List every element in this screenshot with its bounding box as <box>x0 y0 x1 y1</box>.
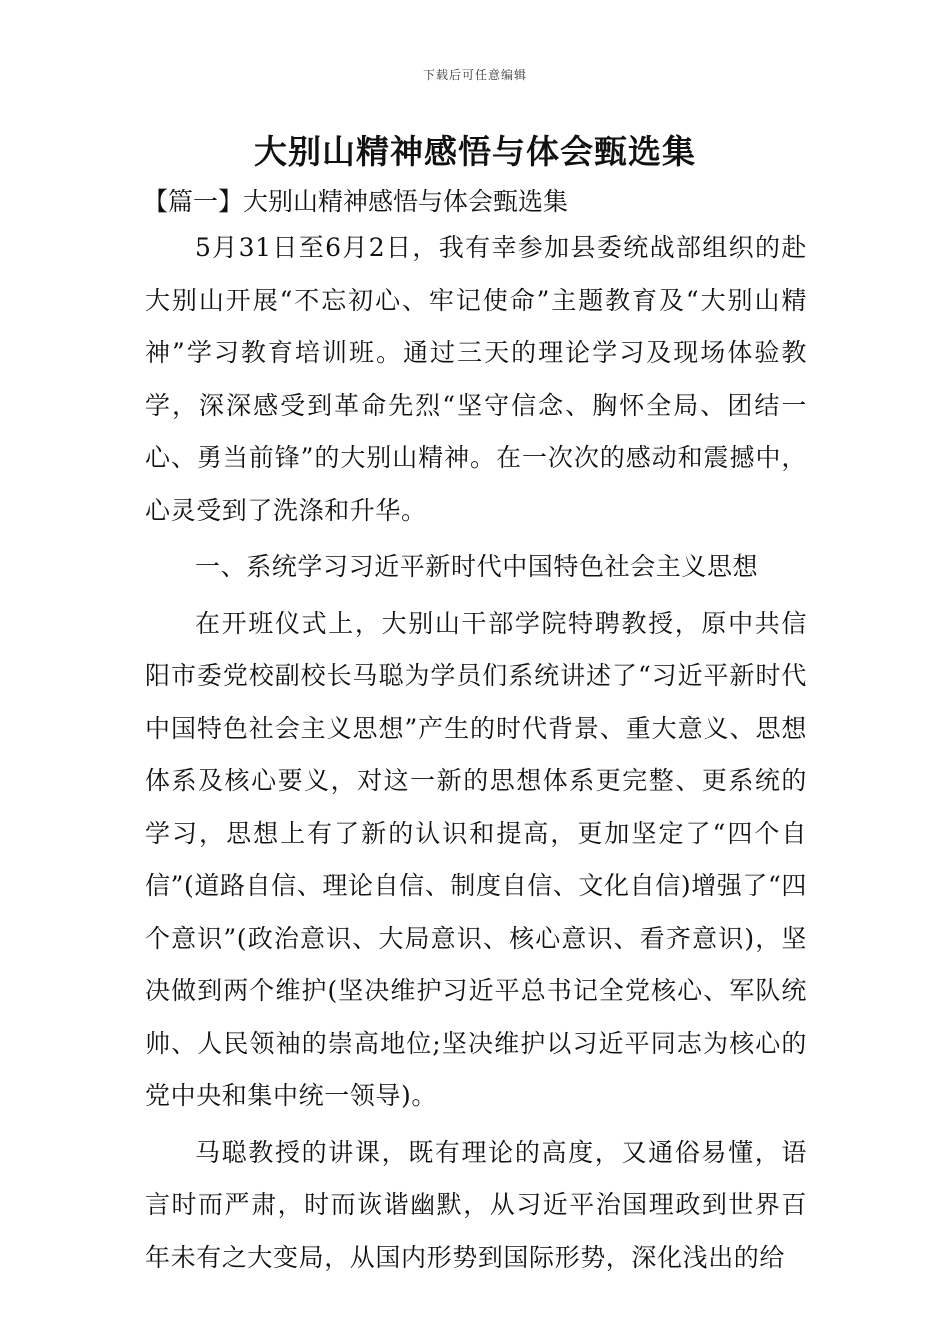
paragraph-intro: 5月31日至6月2日，我有幸参加县委统战部组织的赴大别山开展“不忘初心、牢记使命”主题教育及“大别山精神”学习教育培训班。通过三天的理论学习及现场体验教学，深深感受到革命先烈“坚守信念、胸怀全局、团结一心、勇当前锋”的大别山精神。在一次次的感动和震撼中，心灵受到了洗涤和升华。 <box>145 233 807 525</box>
document-title: 大别山精神感悟与体会甄选集 <box>254 132 696 171</box>
paragraph-subheading: 一、系统学习习近平新时代中国特色社会主义思想 <box>195 552 759 581</box>
section-heading: 【篇一】大别山精神感悟与体会甄选集 <box>143 187 569 216</box>
document-body <box>145 222 807 1284</box>
header-note: 下载后可任意编辑 <box>422 68 527 82</box>
paragraph-professor: 马聪教授的讲课，既有理论的高度，又通俗易懂，语言时而严肃，时而诙谐幽默，从习近平治国理政到世界百年未有之大变局，从国内形势到国际形势，深化浅出的给 <box>145 1137 807 1272</box>
paragraph-lecture: 在开班仪式上，大别山干部学院特聘教授，原中共信阳市委党校副校长马聪为学员们系统讲述了“习近平新时代中国特色社会主义思想”产生的时代背景、重大意义、思想体系及核心要义，对这一新的思想体系更完整、更系统的学习，思想上有了新的认识和提高，更加坚定了“四个自信”(道路自信、理论自信、制度自信、文化自信)增强了“四个意识”(政治意识、大局意识、核心意识、看齐意识)，坚决做到两个维护(坚决维护习近平总书记全党核心、军队统帅、人民领袖的崇高地位;坚决维护以习近平同志为核心的党中央和集中统一领导)。 <box>145 608 807 1110</box>
